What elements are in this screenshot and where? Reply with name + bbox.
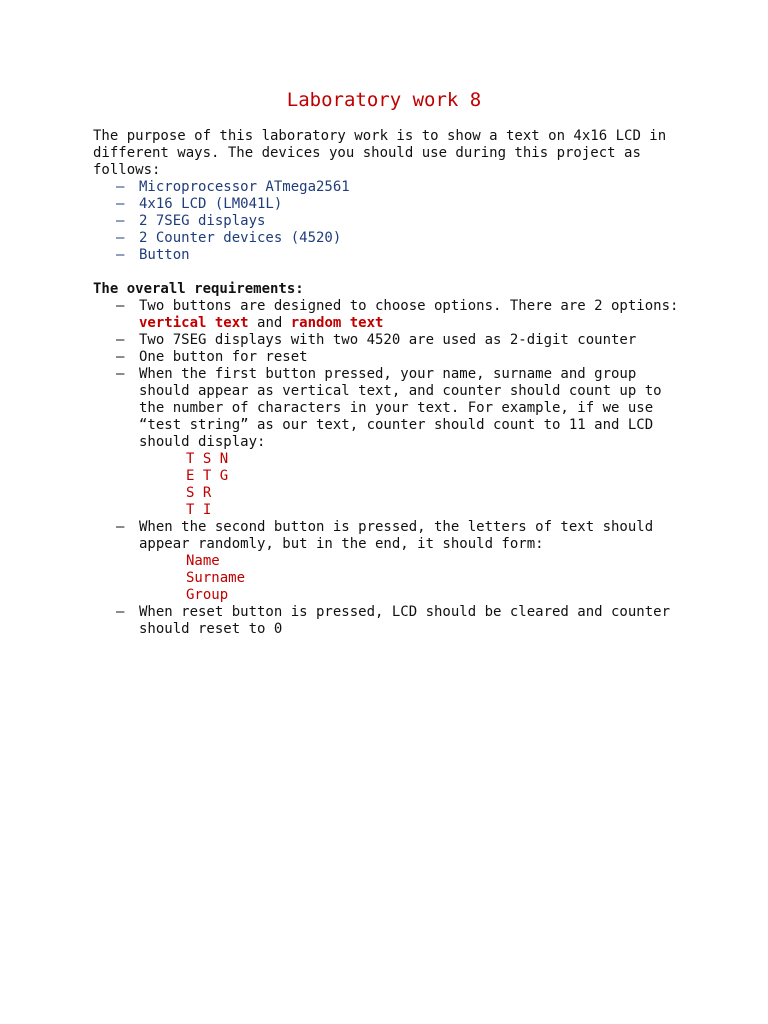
requirement-text: Two buttons are designed to choose options. There are 2 options: bbox=[139, 298, 679, 314]
list-item bbox=[93, 519, 693, 604]
list-item bbox=[93, 247, 693, 264]
page-title: Laboratory work 8 bbox=[286, 89, 482, 111]
option-random-text: random text bbox=[290, 315, 384, 331]
list-item bbox=[93, 349, 693, 366]
device-item: 2 7SEG displays bbox=[139, 213, 266, 229]
list-item bbox=[93, 332, 693, 349]
lcd-sample-line: E T G bbox=[186, 468, 229, 484]
lcd-sample-line: Surname bbox=[186, 570, 246, 586]
list-item bbox=[93, 179, 693, 196]
lcd-sample-line: T I bbox=[186, 502, 212, 518]
requirement-text: One button for reset bbox=[139, 349, 308, 365]
bullet-dash: – bbox=[116, 298, 125, 314]
list-item bbox=[93, 230, 693, 247]
option-vertical-text: vertical text bbox=[139, 315, 249, 331]
requirement-text: When the first button pressed, your name, surname and group should appear as vertical text, and counter should count up to the number of characters in your text. For example, if we use “test string” as our text, counter should count to 11 and LCD should display: bbox=[139, 366, 662, 450]
bullet-dash: – bbox=[116, 196, 125, 212]
list-item bbox=[93, 604, 693, 638]
lcd-sample-line: Name bbox=[186, 553, 220, 569]
bullet-dash: – bbox=[116, 366, 125, 382]
requirement-text: When reset button is pressed, LCD should be cleared and counter should reset to 0 bbox=[139, 604, 671, 637]
lcd-sample-line: T S N bbox=[186, 451, 229, 467]
document-body bbox=[93, 128, 693, 638]
requirement-text: Two 7SEG displays with two 4520 are used as 2-digit counter bbox=[139, 332, 637, 348]
list-item bbox=[93, 196, 693, 213]
bullet-dash: – bbox=[116, 604, 125, 620]
device-item: 2 Counter devices (4520) bbox=[139, 230, 342, 246]
bullet-dash: – bbox=[116, 247, 125, 263]
conjunction-text: and bbox=[257, 315, 283, 331]
requirements-heading: The overall requirements: bbox=[93, 281, 304, 297]
bullet-dash: – bbox=[116, 519, 125, 535]
intro-paragraph: The purpose of this laboratory work is to show a text on 4x16 LCD in different ways. The devices you should use during this project as follows: bbox=[93, 128, 675, 178]
requirements-list bbox=[93, 298, 693, 638]
requirement-text: When the second button is pressed, the letters of text should appear randomly, but in the end, it should form: bbox=[139, 519, 654, 552]
list-item bbox=[93, 298, 693, 332]
bullet-dash: – bbox=[116, 230, 125, 246]
device-item: 4x16 LCD (LM041L) bbox=[139, 196, 283, 212]
bullet-dash: – bbox=[116, 179, 125, 195]
lcd-sample-line: Group bbox=[186, 587, 229, 603]
device-list bbox=[93, 179, 693, 264]
list-item bbox=[93, 213, 693, 230]
lcd-sample-line: S R bbox=[186, 485, 212, 501]
list-item bbox=[93, 366, 693, 519]
device-item: Microprocessor ATmega2561 bbox=[139, 179, 350, 195]
bullet-dash: – bbox=[116, 332, 125, 348]
bullet-dash: – bbox=[116, 349, 125, 365]
bullet-dash: – bbox=[116, 213, 125, 229]
device-item: Button bbox=[139, 247, 190, 263]
